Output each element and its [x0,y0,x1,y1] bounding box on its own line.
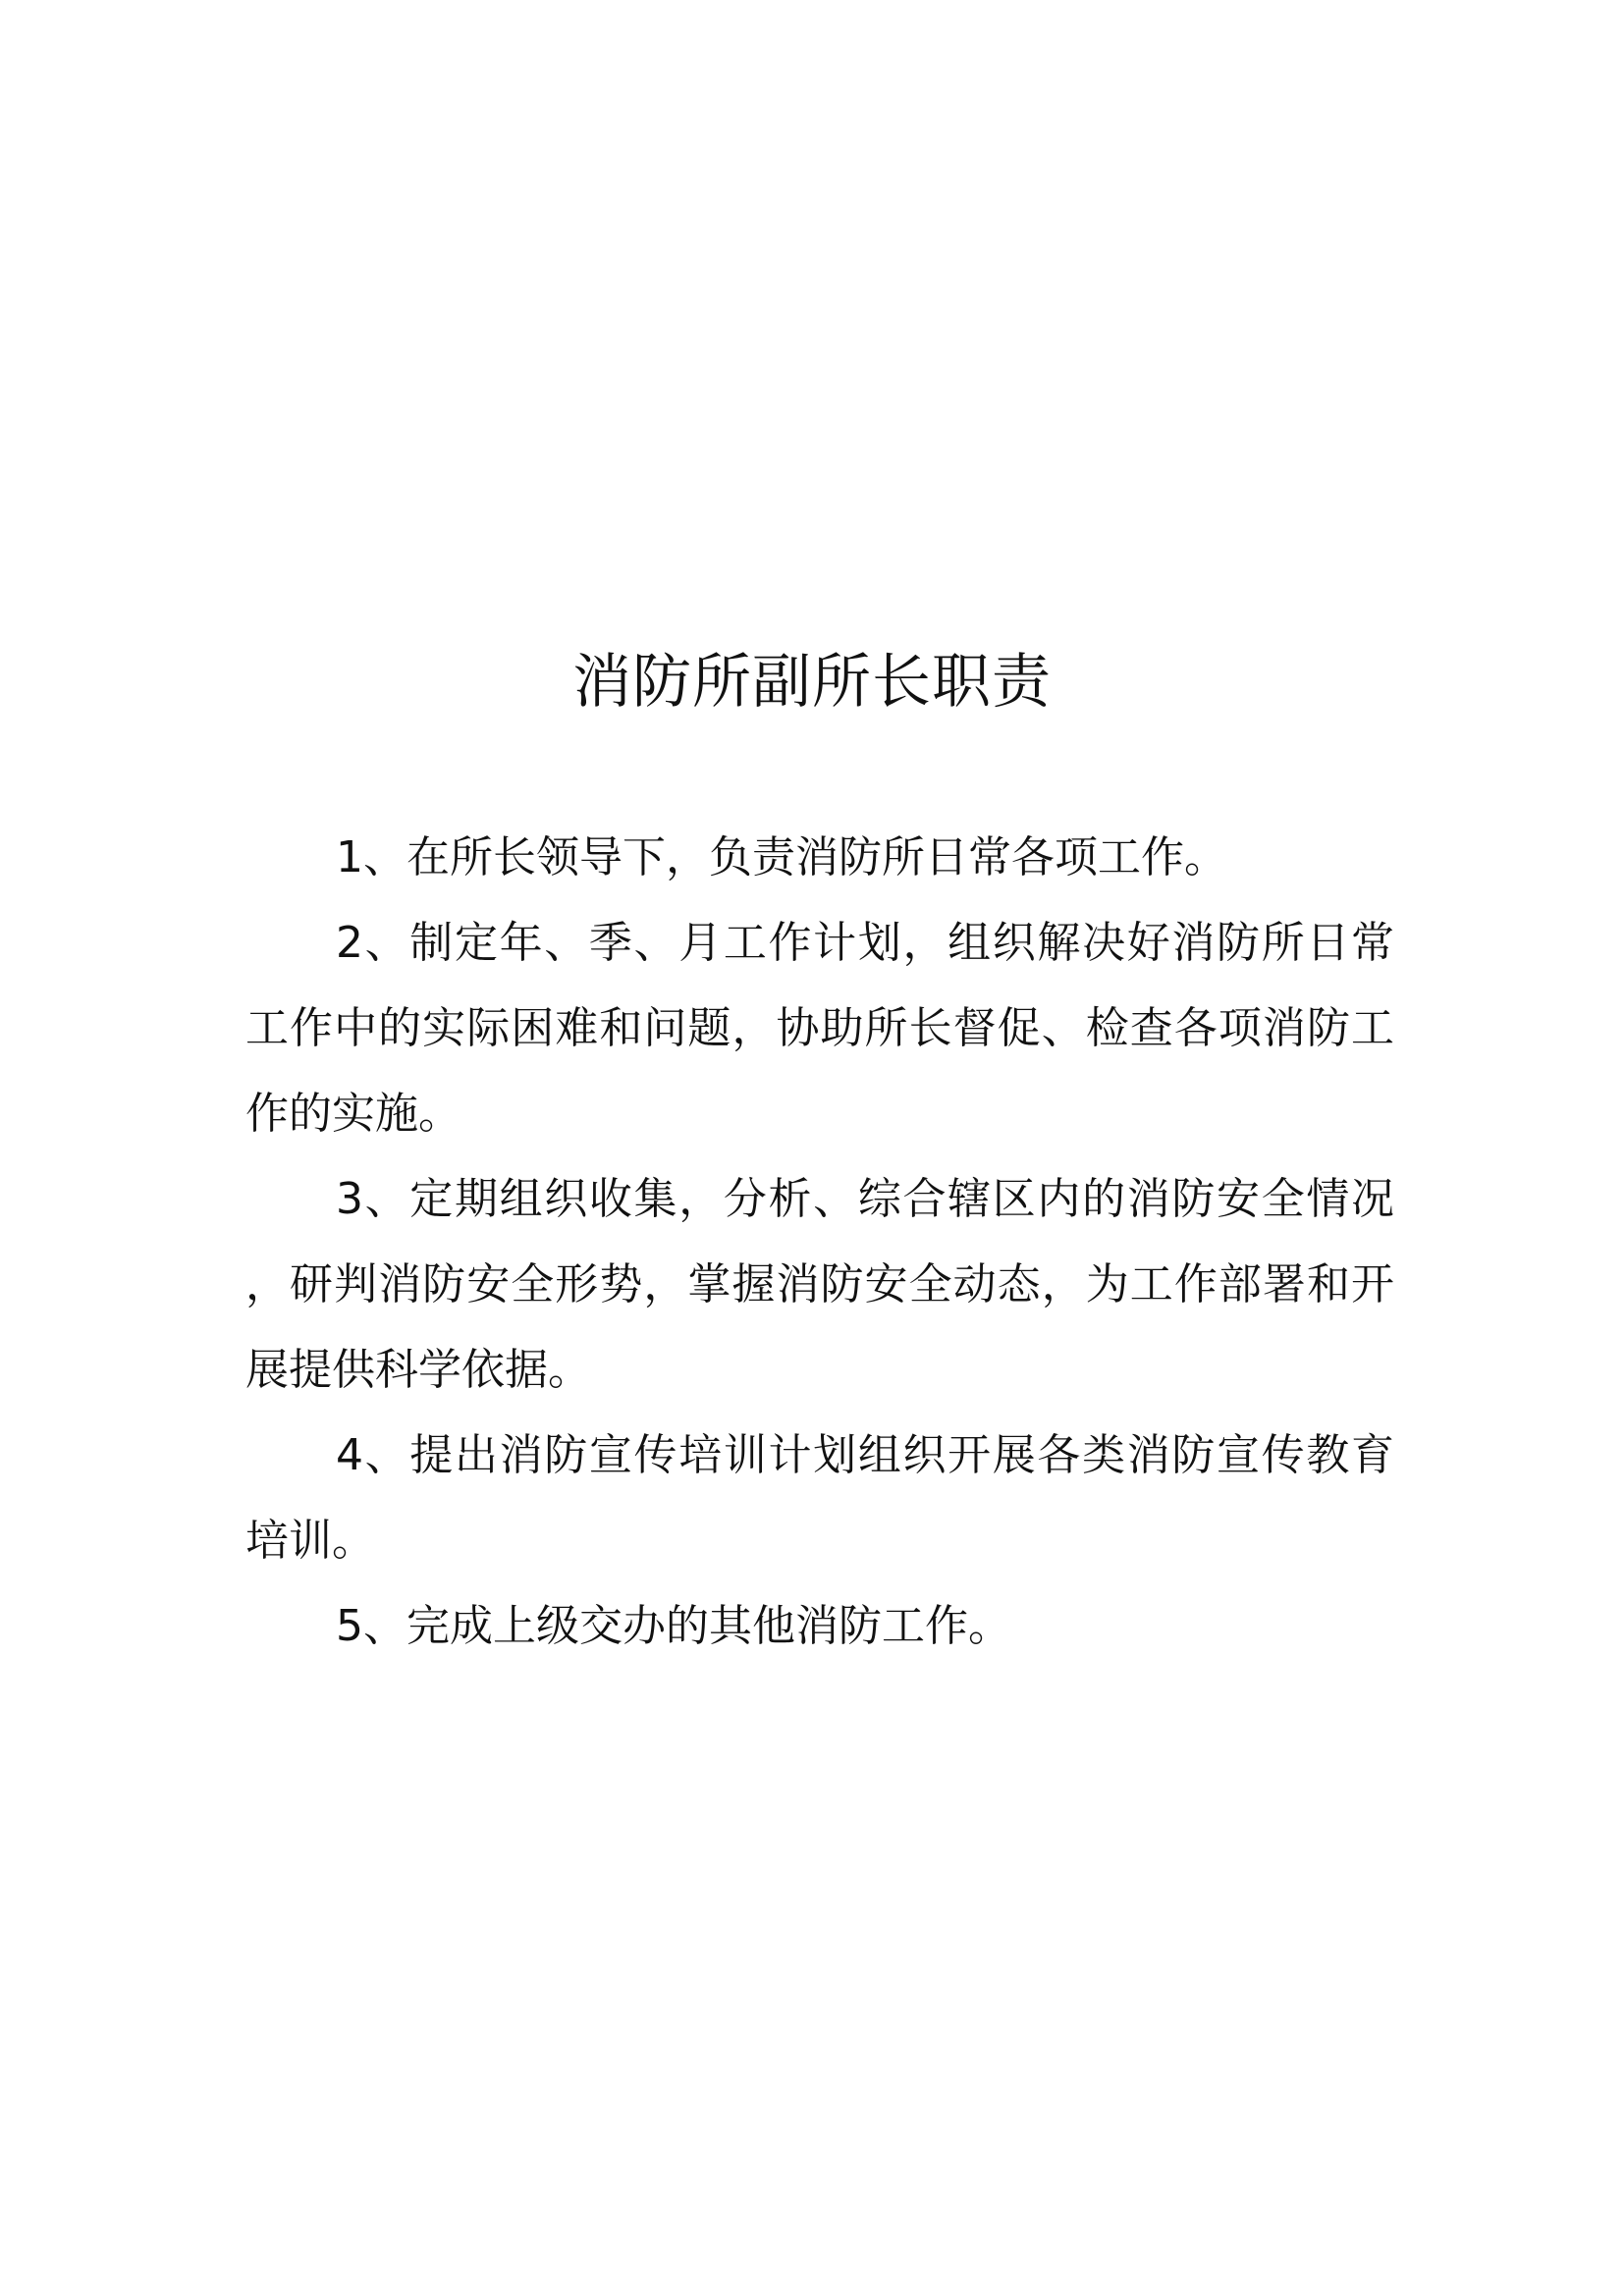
duty-item-5: 5、完成上级交办的其他消防工作。 [336,1601,1011,1651]
duty-list [245,815,1394,1669]
duty-item-3: 3、定期组织收集，分析、综合辖区内的消防安全情况，研判消防安全形势，掌握消防安全动态，为工作部署和开展提供科学依据。 [245,1174,1394,1395]
page-title: 消防所副所长职责 [572,648,1052,717]
duty-item-1: 1、在所长领导下，负责消防所日常各项工作。 [336,832,1227,882]
duty-item-2: 2、制定年、季、月工作计划，组织解决好消防所日常工作中的实际困难和问题，协助所长督促、检查各项消防工作的实施。 [245,918,1394,1139]
duty-item-4: 4、提出消防宣传培训计划组织开展各类消防宣传教育培训。 [245,1430,1394,1566]
